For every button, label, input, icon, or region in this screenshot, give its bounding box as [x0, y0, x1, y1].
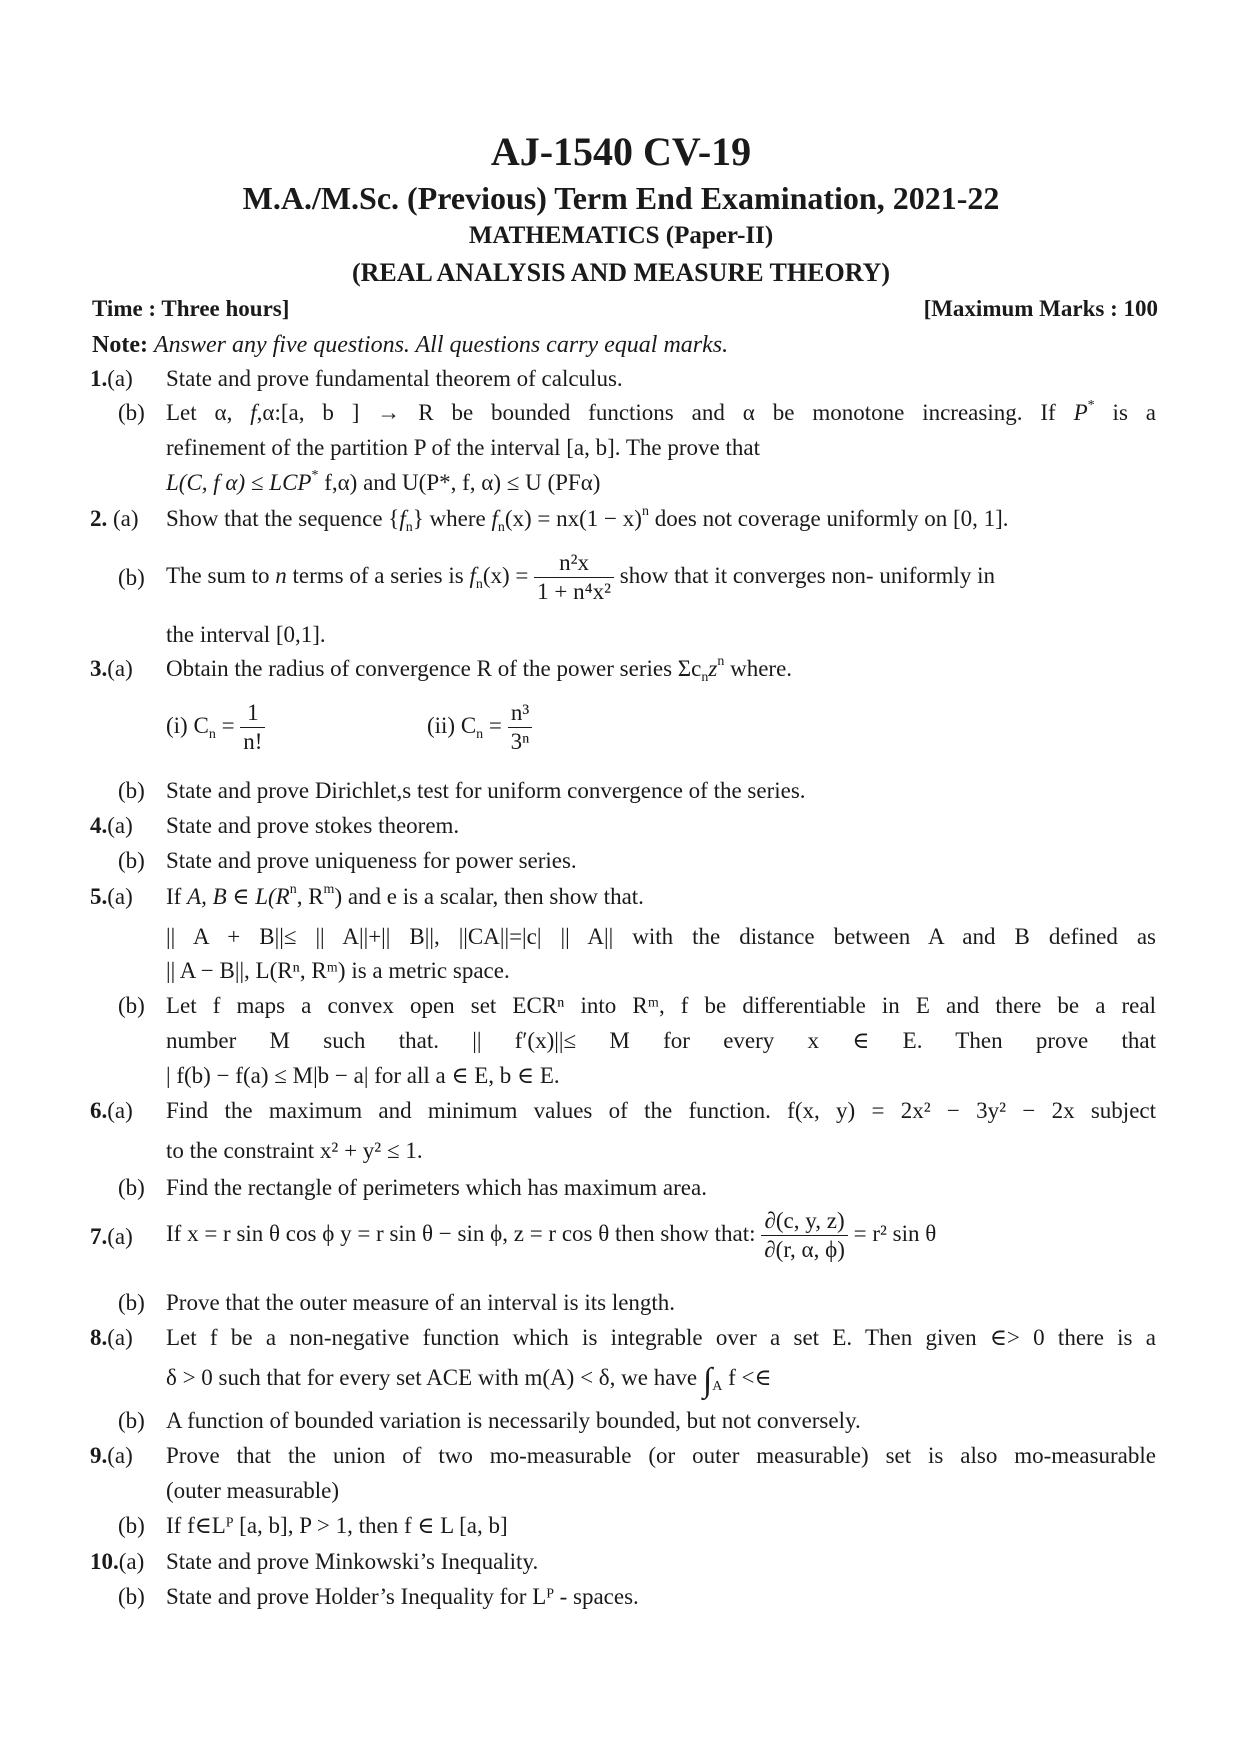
question-6a-line1: Find the maximum and minimum values of the function. f(x, y) = 2x² − 3y² − 2x subject	[166, 1098, 1156, 1123]
question-1b-line2: refinement of the partition P of the interval [a, b]. The prove that	[166, 435, 760, 460]
question-10b-label: (b)	[118, 1584, 145, 1609]
question-4b-text: State and prove uniqueness for power series.	[166, 848, 577, 873]
question-8-number: 8.(a)	[90, 1325, 133, 1350]
question-5b-line2: number M such that. || f′(x)||≤ M for every x ∈ E. Then prove that	[166, 1028, 1156, 1053]
question-6b-text: Find the rectangle of perimeters which has maximum area.	[166, 1175, 707, 1200]
question-10a-text: State and prove Minkowski’s Inequality.	[166, 1549, 539, 1574]
question-9a-line2: (outer measurable)	[166, 1478, 340, 1503]
note-label: Note:	[92, 332, 148, 358]
option-ii: (ii) $C_n$ = $\frac{\text{n³}}{\text{3ⁿ}}$	[427, 713, 532, 738]
question-2b-line2: the interval [0,1].	[166, 622, 326, 647]
question-5b-line3: | f(b) − f(a) ≤ M|b − a| for all a ∈ E, b ∈ E.	[166, 1063, 560, 1088]
question-3a-options	[166, 700, 1156, 756]
question-7-number: 7.(a)	[90, 1224, 133, 1249]
question-1b-text: Let α, f,α:[a, b ] → R be bounded functions and α be monotone increasing. If P* is a	[166, 398, 1157, 425]
question-5-number: 5.(a)	[90, 884, 133, 909]
question-2b-text: The sum to n terms of a series is $f_n(x)$ = $\frac{\text{n²x}}{\text{1 + n⁴x²}}$ show that it converges non- uniformly in	[166, 550, 995, 605]
exam-title: M.A./M.Sc. (Previous) Term End Examination, 2021-22	[242, 180, 1000, 216]
question-6b-label: (b)	[118, 1175, 145, 1200]
question-4b-label: (b)	[118, 848, 145, 873]
question-8b-text: A function of bounded variation is necessarily bounded, but not conversely.	[166, 1408, 861, 1433]
option-i: (i) $C_n$ = $\frac{1}{n!}$	[166, 713, 265, 738]
question-9b-text: If f∈Lᴾ [a, b], P > 1, then f ∈ L [a, b]	[166, 1513, 508, 1538]
question-8a-line1: Let f be a non-negative function which is integrable over a set E. Then given ∈> 0 there is a	[166, 1325, 1156, 1350]
paper-code: AJ-1540 CV-19	[490, 129, 752, 174]
question-1a-text: State and prove fundamental theorem of calculus.	[166, 366, 623, 391]
question-2b-label: (b)	[118, 565, 145, 590]
question-5b-line1: Let f maps a convex open set ECRⁿ into Rᵐ, f be differentiable in E and there be a real	[166, 993, 1156, 1018]
question-3a-text: Obtain the radius of convergence R of the power series $\Sigma c_nz^n$ where.	[166, 654, 793, 685]
question-9-number: 9.(a)	[90, 1443, 133, 1468]
question-3b-text: State and prove Dirichlet,s test for uniform convergence of the series.	[166, 778, 806, 803]
question-6a-line2: to the constraint x² + y² ≤ 1.	[166, 1138, 423, 1163]
question-5a-line3: || A − B||, L(Rⁿ, Rᵐ) is a metric space.	[166, 958, 510, 983]
question-7a-jacobian: $\frac{\partial(c, y, z)}{\partial(r, \alpha, \phi)}$	[761, 1208, 848, 1264]
question-1b-line3: L(C, f α) ≤ LCP* f,α) and U(P*, f, α) ≤ U (PFα)	[166, 468, 601, 495]
question-5b-label: (b)	[118, 993, 145, 1018]
question-1-number: 1.(a)	[90, 366, 133, 391]
question-7b-text: Prove that the outer measure of an interval is its length.	[166, 1290, 676, 1315]
subject-title: MATHEMATICS (Paper-II)	[468, 222, 774, 249]
question-4-number: 4.(a)	[90, 813, 133, 838]
question-7a-text: If x = r sin θ cos ϕ y = r sin θ − sin ϕ, z = r cos θ then show that: $\frac{\partial(c, y, z)}{\partial(r, \alpha, \phi)}$ = r² sin θ	[166, 1208, 937, 1263]
question-6-number: 6.(a)	[90, 1098, 133, 1123]
question-4a-text: State and prove stokes theorem.	[166, 813, 460, 838]
question-9b-label: (b)	[118, 1513, 145, 1538]
note	[92, 332, 728, 359]
time-info: Time : Three hours]	[92, 296, 290, 321]
question-8b-label: (b)	[118, 1408, 145, 1433]
question-9a-line1: Prove that the union of two mo-measurable (or outer measurable) set is also mo-measurable	[166, 1443, 1156, 1468]
question-10-number: 10.(a)	[90, 1549, 145, 1574]
question-7b-label: (b)	[118, 1290, 145, 1315]
note-text: Answer any five questions. All questions carry equal marks.	[153, 332, 729, 358]
question-3b-label: (b)	[118, 778, 145, 803]
question-2-number: 2. (a)	[90, 506, 139, 531]
question-2a-text: Show that the sequence $\{f_n\}$ where $f_n(x) = nx(1 - x)^n$ does not coverage uniformly on [0, 1].	[166, 504, 1009, 535]
question-2b-fraction: $\frac{\text{n²x}}{\text{1 + n⁴x²}}$	[534, 550, 614, 606]
question-5a-line2: || A + B||≤ || A||+|| B||, ||CA||=|c| || A|| with the distance between A and B defined as	[166, 924, 1156, 949]
marks-info: [Maximum Marks : 100	[923, 296, 1158, 321]
question-1b-label: (b)	[118, 400, 145, 425]
question-3-number: 3.(a)	[90, 656, 133, 681]
question-10b-text: State and prove Holder’s Inequality for Lᴾ - spaces.	[166, 1584, 639, 1609]
paper-title: (REAL ANALYSIS AND MEASURE THEORY)	[352, 258, 890, 287]
question-5a-text: If A, B ∈ $L(R^n$, $R^m$) and e is a scalar, then show that.	[166, 882, 644, 909]
question-8a-line2: δ > 0 such that for every set ACE with m(A) < δ, we have $\int_A$ f <∈	[166, 1362, 772, 1399]
